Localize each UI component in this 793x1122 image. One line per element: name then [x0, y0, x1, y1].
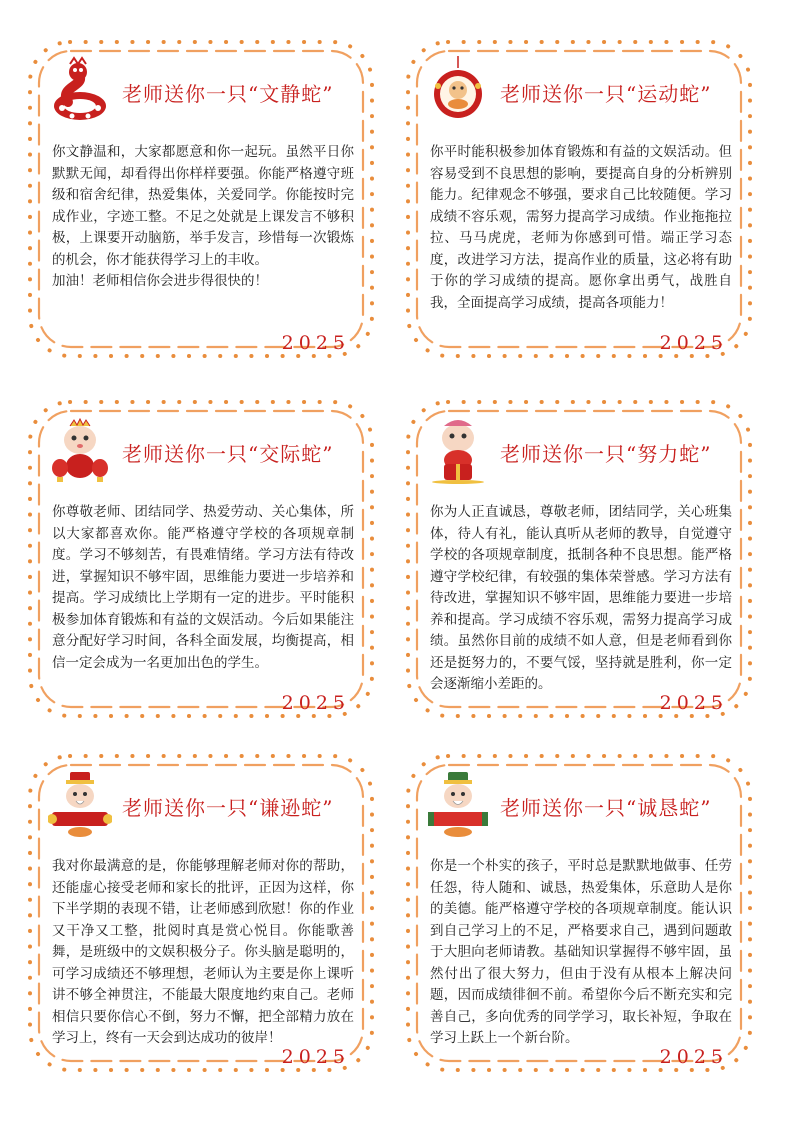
card-title: 老师送你一只“谦逊蛇” — [122, 796, 334, 820]
card-header — [46, 770, 376, 842]
card-title: 老师送你一只“文静蛇” — [122, 82, 334, 106]
card-body — [430, 502, 732, 696]
cartoon-snake-gift-icon — [426, 416, 490, 484]
comment-card — [26, 38, 376, 360]
card-header — [424, 770, 754, 842]
red-papercut-snake-icon — [48, 56, 112, 124]
card-body — [430, 856, 732, 1050]
card-body — [52, 142, 354, 293]
comment-paragraph: 你尊敬老师、团结同学、热爱劳动、关心集体，所以大家都喜欢你。能严格遵守学校的各项规章制度。学习不够刻苦，有畏难情绪。学习方法有待改进，掌握知识不够牢固，思维能力要进一步培养和提高。学习成绩比上学期有一定的进步。平时能积极参加体育锻炼和有益的文娱活动。今后如果能注意分配好学习时间，各科全面发展，均衡提高，相信一定会成为一名更加出色的学生。 — [52, 504, 354, 671]
card-body — [52, 856, 354, 1050]
card-title: 老师送你一只“努力蛇” — [500, 442, 712, 466]
comment-card — [404, 38, 754, 360]
fortune-snake-banner-icon — [426, 770, 490, 838]
card-year: 2025 — [659, 692, 728, 714]
card-header — [46, 416, 376, 488]
comment-paragraph: 你文静温和，大家都愿意和你一起玩。虽然平日你默默无闻，却看得出你样样要强。你能严格遵守班级和宿舍纪律，热爱集体，关爱同学。你能按时完成作业，字迹工整。不足之处就是上课发言不够积极，上课要开动脑筋，举手发言，珍惜每一次锻炼的机会，你才能获得学习上的丰收。 — [52, 144, 354, 268]
card-title: 老师送你一只“运动蛇” — [500, 82, 712, 106]
card-year: 2025 — [281, 692, 350, 714]
card-year: 2025 — [281, 332, 350, 354]
card-title: 老师送你一只“交际蛇” — [122, 442, 334, 466]
fortune-snake-scroll-icon — [48, 770, 112, 838]
comment-card — [404, 752, 754, 1074]
comment-paragraph: 你平时能积极参加体育锻炼和有益的文娱活动。但容易受到不良思想的影响，要提高自身的分析辨别能力。纪律观念不够强，要求自己比较随便。学习成绩不容乐观，需努力提高学习成绩。作业拖拖拉拉、马马虎虎，老师为你感到可惜。端正学习态度，改进学习方法，提高作业的质量，这必将有助于你的学习成绩的提高。愿你拿出勇气，战胜自我，全面提高学习成绩，提高各项能力！ — [430, 144, 732, 311]
comment-card — [26, 752, 376, 1074]
comment-paragraph: 你为人正直诚恳，尊敬老师，团结同学，关心班集体，待人有礼，能认真听从老师的教导，自觉遵守学校的各项规章制度，抵制各种不良思想。能严格遵守学校纪律，有较强的集体荣誉感。学习方法有待改进，掌握知识不够牢固，思维能力要进一步培养和提高。学习成绩不容乐观，需努力提高学习成绩。虽然你目前的成绩不如人意，但是老师看到你还是挺努力的，不要气馁，坚持就是胜利，你一定会逐渐缩小差距的。 — [430, 504, 732, 692]
comment-card — [26, 398, 376, 720]
card-year: 2025 — [659, 1046, 728, 1068]
comment-paragraph: 你是一个朴实的孩子，平时总是默默地做事、任劳任怨，待人随和、诚恳，热爱集体，乐意助人是你的美德。能严格遵守学校的各项规章制度。能认识到自己学习上的不足，严格要求自己，遇到问题敢于大胆向老师请教。基础知识掌握得不够牢固，虽然付出了很大努力，但由于没有从根本上解决问题，因而成绩徘徊不前。希望你今后不断充实和完善自己，多向优秀的同学学习，取长补短，争取在学习上跃上一个新台阶。 — [430, 858, 732, 1046]
card-header — [46, 56, 376, 128]
card-body — [52, 502, 354, 674]
snake-ornament-icon — [426, 56, 490, 124]
card-header — [424, 56, 754, 128]
comment-card — [404, 398, 754, 720]
card-year: 2025 — [659, 332, 728, 354]
comment-paragraph: 加油！老师相信你会进步得很快的！ — [52, 273, 268, 289]
card-body — [430, 142, 732, 314]
cartoon-snake-lantern-icon — [48, 416, 112, 484]
card-header — [424, 416, 754, 488]
comment-paragraph: 我对你最满意的是，你能够理解老师对你的帮助，还能虚心接受老师和家长的批评，正因为这样，你下半学期的表现不错，让老师感到欣慰！你的作业又干净又工整，批阅时真是赏心悦目。你能歌善舞，是班级中的文娱积极分子。你头脑是聪明的，可学习成绩还不够理想，老师认为主要是你上课听讲不够全神贯注，不能最大限度地约束自己。老师相信只要你信心不倒，努力不懈，把全部精力放在学习上，终有一天会到达成功的彼岸！ — [52, 858, 354, 1046]
card-year: 2025 — [281, 1046, 350, 1068]
card-title: 老师送你一只“诚恳蛇” — [500, 796, 712, 820]
